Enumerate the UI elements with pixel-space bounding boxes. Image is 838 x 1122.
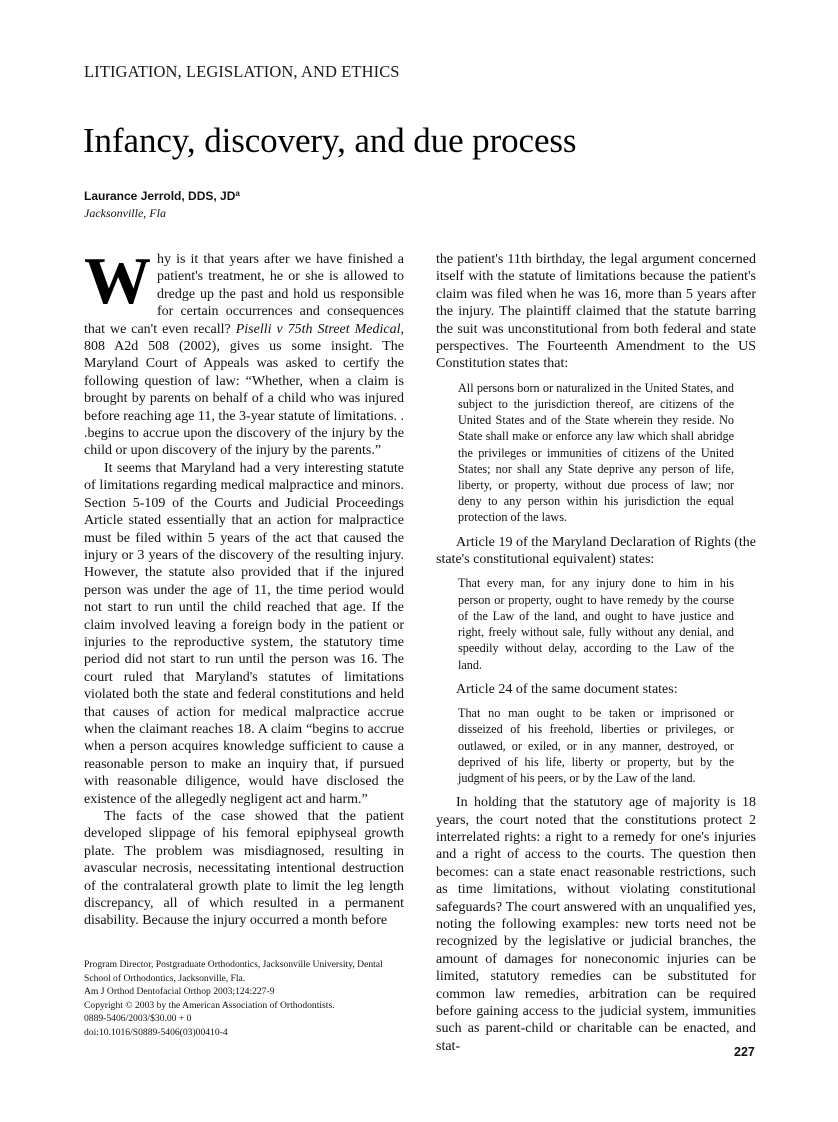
fourteenth-amendment-quote: All persons born or naturalized in the United States, and subject to the jurisdiction thereof, are citizens of the United States and of the State wherein they reside. No State shall make or enforce any law which shall abridge the privileges or immunities of citizens of the United States; nor shall any State deprive any person of life, liberty, or property, without due process of law; nor deny to any person within his jurisdiction the equal protection of the laws.: [458, 380, 734, 525]
intro-text-a: hy is it that years after we have finished a patient's treatment, he or she is allowed to dredge up the past and hold us responsible for certain occurrences and consequences that we can't even recall?: [84, 252, 404, 337]
footnote-affiliation-1: Program Director, Postgraduate Orthodontics, Jacksonville University, Dental: [84, 959, 383, 970]
article-24-quote: That no man ought to be taken or imprisoned or disseized of his freehold, liberties or privileges, or outlawed, or exiled, or in any manner, destroyed, or deprived of his life, liberty or property, but by the judgment of his peers, or by the Law of the land.: [458, 706, 734, 785]
continuation-paragraph: the patient's 11th birthday, the legal argument concerned itself with the statute of limitations because the patient's claim was filed when he was 16, more than 5 years after the injury. The plaintiff claimed that the statute barring the suit was unconstitutional from both federal and state perspectives. The Fourteenth Amendment to the US Constitution states that:: [436, 252, 756, 372]
footnote-affiliation-2: School of Orthodontics, Jacksonville, Fla.: [84, 972, 246, 984]
footnote-doi[interactable]: doi:10.1016/S0889-5406(03)00410-4: [84, 1026, 228, 1038]
author-location: Jacksonville, Fla: [84, 206, 166, 220]
footnote-copyright: Copyright © 2003 by the American Association of Orthodontists.: [84, 999, 335, 1011]
facts-paragraph: The facts of the case showed that the patient developed slippage of his femoral epiphyseal growth plate. The problem was misdiagnosed, resulting in avascular necrosis, necessitating intentional destruction of the contralateral growth plate to limit the leg length discrepancy, all of which resulted in a permanent disability. Because the injury occurred a month before: [84, 809, 404, 929]
author-name-text: Laurance Jerrold, DDS, JD: [84, 189, 236, 203]
article-24-intro: Article 24 of the same document states:: [456, 681, 678, 697]
statute-paragraph: It seems that Maryland had a very interesting statute of limitations regarding medical malpractice and minors. Section 5-109 of the Courts and Judicial Proceedings Article stated essentially that an action for malpractice must be filed within 5 years of the act that caused the injury or 3 years of the discovery of the resulting injury. However, the statute also provided that if the injured person was under the age of 11, the time period would not start to run until the child reached that age. If the claim involved leaving a foreign body in the patient or injuries to the reproductive system, the statutory time period did not start to run until the person was 16. The court ruled that Maryland's statutes of limitations violated both the state and federal constitutions and held that causes of action for medical malpractice accrue when the claimant reaches 18. A claim “begins to accrue when a person acquires knowledge sufficient to cause a reasonable person to make an inquiry that, if pursued with reasonable diligence, would have disclosed the existence of the allegedly negligent act and harm.”: [84, 460, 404, 807]
article-19-quote: That every man, for any injury done to him in his person or property, ought to have remedy by the course of the Law of the land, and ought to have justice and right, freely without sale, fully without any denial, and speedily without delay, according to the Law of the land.: [458, 576, 734, 672]
footnotes: [84, 958, 404, 1040]
article-19-intro: Article 19 of the Maryland Declaration of Rights (the state's constitutional equivalent) states:: [436, 534, 756, 568]
footnote-issn: 0889-5406/2003/$30.00 + 0: [84, 1013, 192, 1025]
case-citation: Piselli v 75th Street Medical: [235, 321, 401, 337]
right-column: [436, 251, 756, 1055]
left-column: [84, 244, 404, 930]
intro-text-b: , 808 A2d 508 (2002), gives us some insight. The Maryland Court of Appeals was asked to certify the following question of law: “Whether, when a claim is brought by parents on behalf of a child who was injured before reaching age 11, the 3-year statute of limitations. . .begins to accrue upon the discovery of the injury by the child or upon discovery of the injury by the parents.”: [84, 321, 404, 459]
author-affiliation-marker: a: [235, 189, 240, 198]
page-number: 227: [734, 1045, 755, 1059]
section-heading: LITIGATION, LEGISLATION, AND ETHICS: [84, 62, 400, 81]
intro-paragraph: [84, 244, 404, 460]
holding-paragraph: In holding that the statutory age of majority is 18 years, the court noted that the constitutions protect 2 interrelated rights: a right to a remedy for one's injuries and a right of access to the courts. The question then becomes: can a state enact reasonable restrictions, such as time limitations, without violating constitutional safeguards? The court answered with an unqualified yes, noting the following examples: new torts need not be recognized by the legislative or judicial branches, the amount of damages for noneconomic injuries can be limited, statutory remedies can be substituted for common law remedies, arbitration can be required before gaining access to the judicial system, immunities such as parent-child or charitable can be enacted, and stat-: [436, 795, 756, 1054]
author-name: [84, 189, 240, 203]
footnote-journal: Am J Orthod Dentofacial Orthop 2003;124:227-9: [84, 986, 275, 998]
drop-cap: W: [84, 244, 151, 318]
article-title: Infancy, discovery, and due process: [83, 121, 577, 160]
